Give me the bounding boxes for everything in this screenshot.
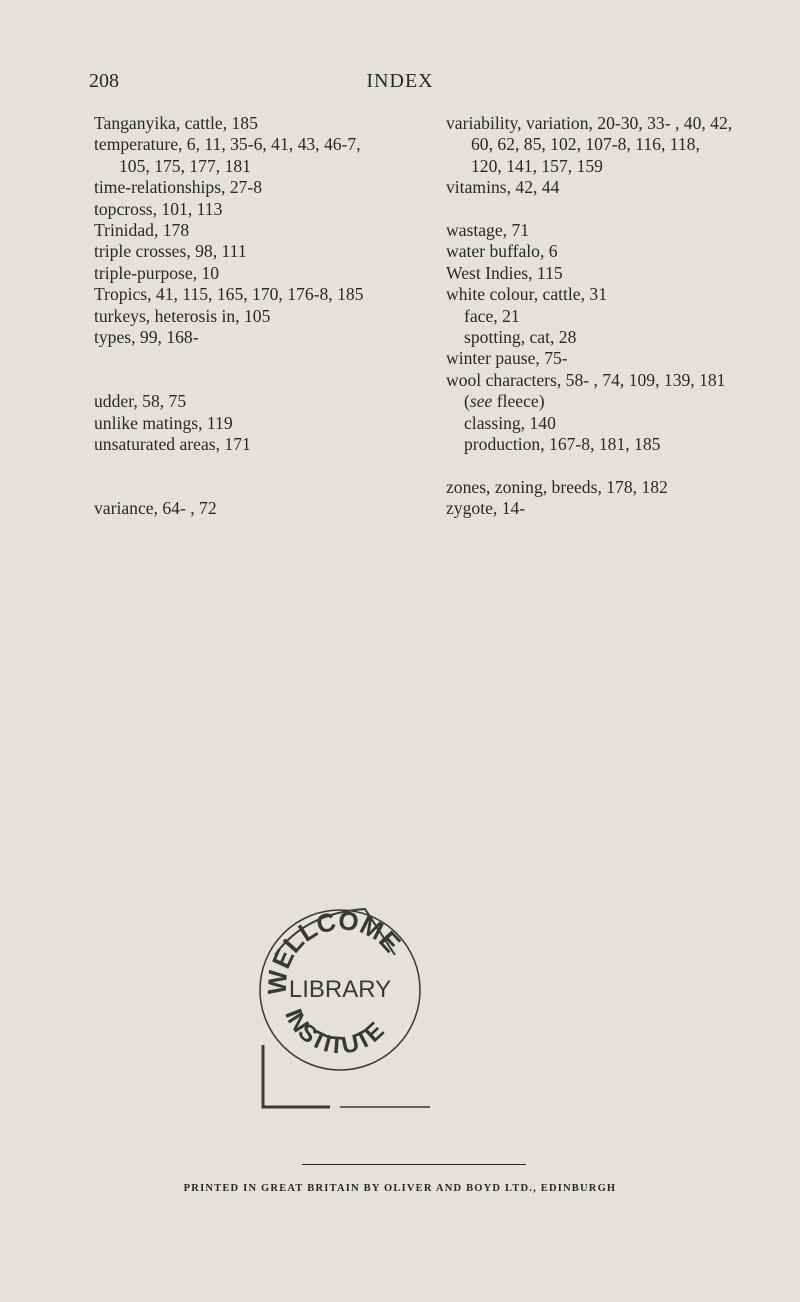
index-entry: topcross, 101, 113 — [94, 198, 223, 219]
svg-text:INSTITUTE — [279, 1005, 389, 1059]
index-entry-continuation: 60, 62, 85, 102, 107-8, 116, 118, — [471, 134, 700, 155]
index-entry: variance, 64- , 72 — [94, 498, 217, 519]
index-entry: turkeys, heterosis in, 105 — [94, 305, 271, 326]
index-gap — [94, 477, 434, 498]
index-entry: wastage, 71 — [446, 220, 530, 241]
index-entry: zygote, 14- — [446, 498, 526, 519]
footer-rule — [302, 1164, 526, 1165]
index-subentry: classing, 140 — [464, 412, 556, 433]
index-gap — [446, 455, 776, 476]
index-entry: types, 99, 168- — [94, 327, 199, 348]
index-entry: udder, 58, 75 — [94, 391, 187, 412]
index-subentry: production, 167-8, 181, 185 — [464, 434, 661, 455]
index-entry: time-relationships, 27-8 — [94, 177, 263, 198]
page-header — [0, 70, 800, 100]
library-stamp — [245, 895, 430, 1130]
index-entry: zones, zoning, breeds, 178, 182 — [446, 476, 668, 497]
index-entry-continuation: 120, 141, 157, 159 — [471, 155, 603, 176]
stamp-center-text: LIBRARY — [288, 976, 392, 1003]
index-subentry: (see fleece) — [464, 391, 545, 412]
index-entry: West Indies, 115 — [446, 262, 563, 283]
index-column-right — [446, 113, 776, 520]
index-gap — [94, 348, 434, 369]
index-entry: temperature, 6, 11, 35-6, 41, 43, 46-7, — [94, 134, 361, 155]
index-gap — [446, 199, 776, 220]
index-subentry: spotting, cat, 28 — [464, 327, 577, 348]
running-head: INDEX — [366, 70, 434, 92]
index-column-left — [94, 113, 434, 520]
page-number: 208 — [89, 70, 119, 92]
index-entry: Tanganyika, cattle, 185 — [94, 113, 258, 133]
index-gap — [94, 455, 434, 476]
index-entry-continuation: 105, 175, 177, 181 — [119, 155, 251, 176]
index-entry: white colour, cattle, 31 — [446, 284, 608, 305]
printer-imprint: PRINTED IN GREAT BRITAIN BY OLIVER AND BOYD LTD., EDINBURGH — [183, 1183, 617, 1194]
see-reference: see — [469, 391, 493, 412]
index-entry: wool characters, 58- , 74, 109, 139, 181 — [446, 369, 726, 390]
index-entry: variability, variation, 20-30, 33- , 40, 42, — [446, 113, 733, 133]
index-entry: vitamins, 42, 44 — [446, 177, 560, 198]
index-entry: Trinidad, 178 — [94, 220, 190, 241]
stamp-bottom-text: INSTITUTE — [279, 1005, 390, 1060]
index-entry: triple-purpose, 10 — [94, 262, 220, 283]
index-entry: unlike matings, 119 — [94, 412, 233, 433]
index-entry: unsaturated areas, 171 — [94, 434, 251, 455]
index-subentry: face, 21 — [464, 305, 520, 326]
see-target: fleece) — [492, 391, 545, 412]
index-entry: triple crosses, 98, 111 — [94, 241, 247, 262]
index-entry: water buffalo, 6 — [446, 241, 558, 262]
stamp-top-text: WELLCOME — [261, 905, 407, 996]
index-entry: winter pause, 75- — [446, 348, 568, 369]
index-entry: Tropics, 41, 115, 165, 170, 176-8, 185 — [94, 284, 364, 305]
index-gap — [94, 370, 434, 391]
